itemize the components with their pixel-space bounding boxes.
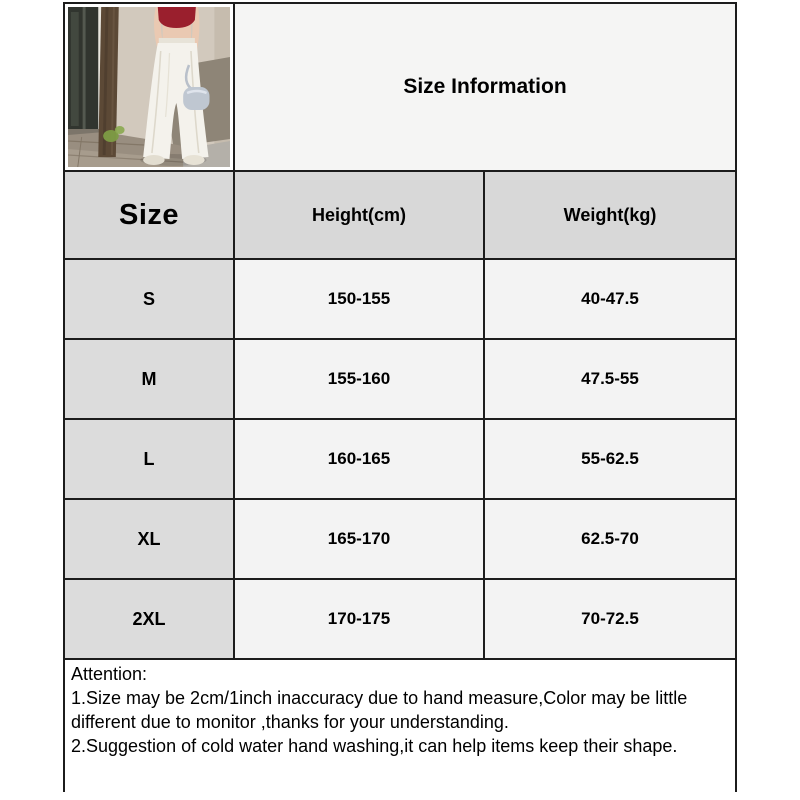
- size-label-m: M: [65, 340, 235, 420]
- attention-line-1: 1.Size may be 2cm/1inch inaccuracy due to hand measure,Color may be little: [71, 688, 688, 708]
- size-label-xl: XL: [65, 500, 235, 580]
- door-glass-line: [83, 7, 86, 131]
- height-range-l: 160-165: [235, 420, 485, 500]
- product-photo: [65, 4, 235, 172]
- attention-line-3: 2.Suggestion of cold water hand washing,it can help items keep their shape.: [71, 736, 678, 756]
- column-header-height: Height(cm): [235, 172, 485, 260]
- weight-range-m: 47.5-55: [485, 340, 735, 420]
- size-chart: [63, 2, 737, 792]
- height-range-2xl: 170-175: [235, 580, 485, 660]
- size-label-l: L: [65, 420, 235, 500]
- weight-range-s: 40-47.5: [485, 260, 735, 340]
- height-range-m: 155-160: [235, 340, 485, 420]
- height-range-xl: 165-170: [235, 500, 485, 580]
- right-shoe: [183, 155, 204, 165]
- weight-range-xl: 62.5-70: [485, 500, 735, 580]
- attention-heading: Attention:: [71, 664, 148, 684]
- size-label-s: S: [65, 260, 235, 340]
- weight-range-2xl: 70-72.5: [485, 580, 735, 660]
- model-photo-illustration: [68, 7, 230, 167]
- attention-note: [65, 660, 735, 792]
- column-header-weight: Weight(kg): [485, 172, 735, 260]
- attention-line-2: different due to monitor ,thanks for your understanding.: [71, 712, 509, 732]
- size-information-title: Size Information: [235, 4, 735, 172]
- size-label-2xl: 2XL: [65, 580, 235, 660]
- left-shoe: [143, 155, 164, 165]
- height-range-s: 150-155: [235, 260, 485, 340]
- door-reflection: [71, 12, 79, 126]
- column-header-size: Size: [65, 172, 235, 260]
- weight-range-l: 55-62.5: [485, 420, 735, 500]
